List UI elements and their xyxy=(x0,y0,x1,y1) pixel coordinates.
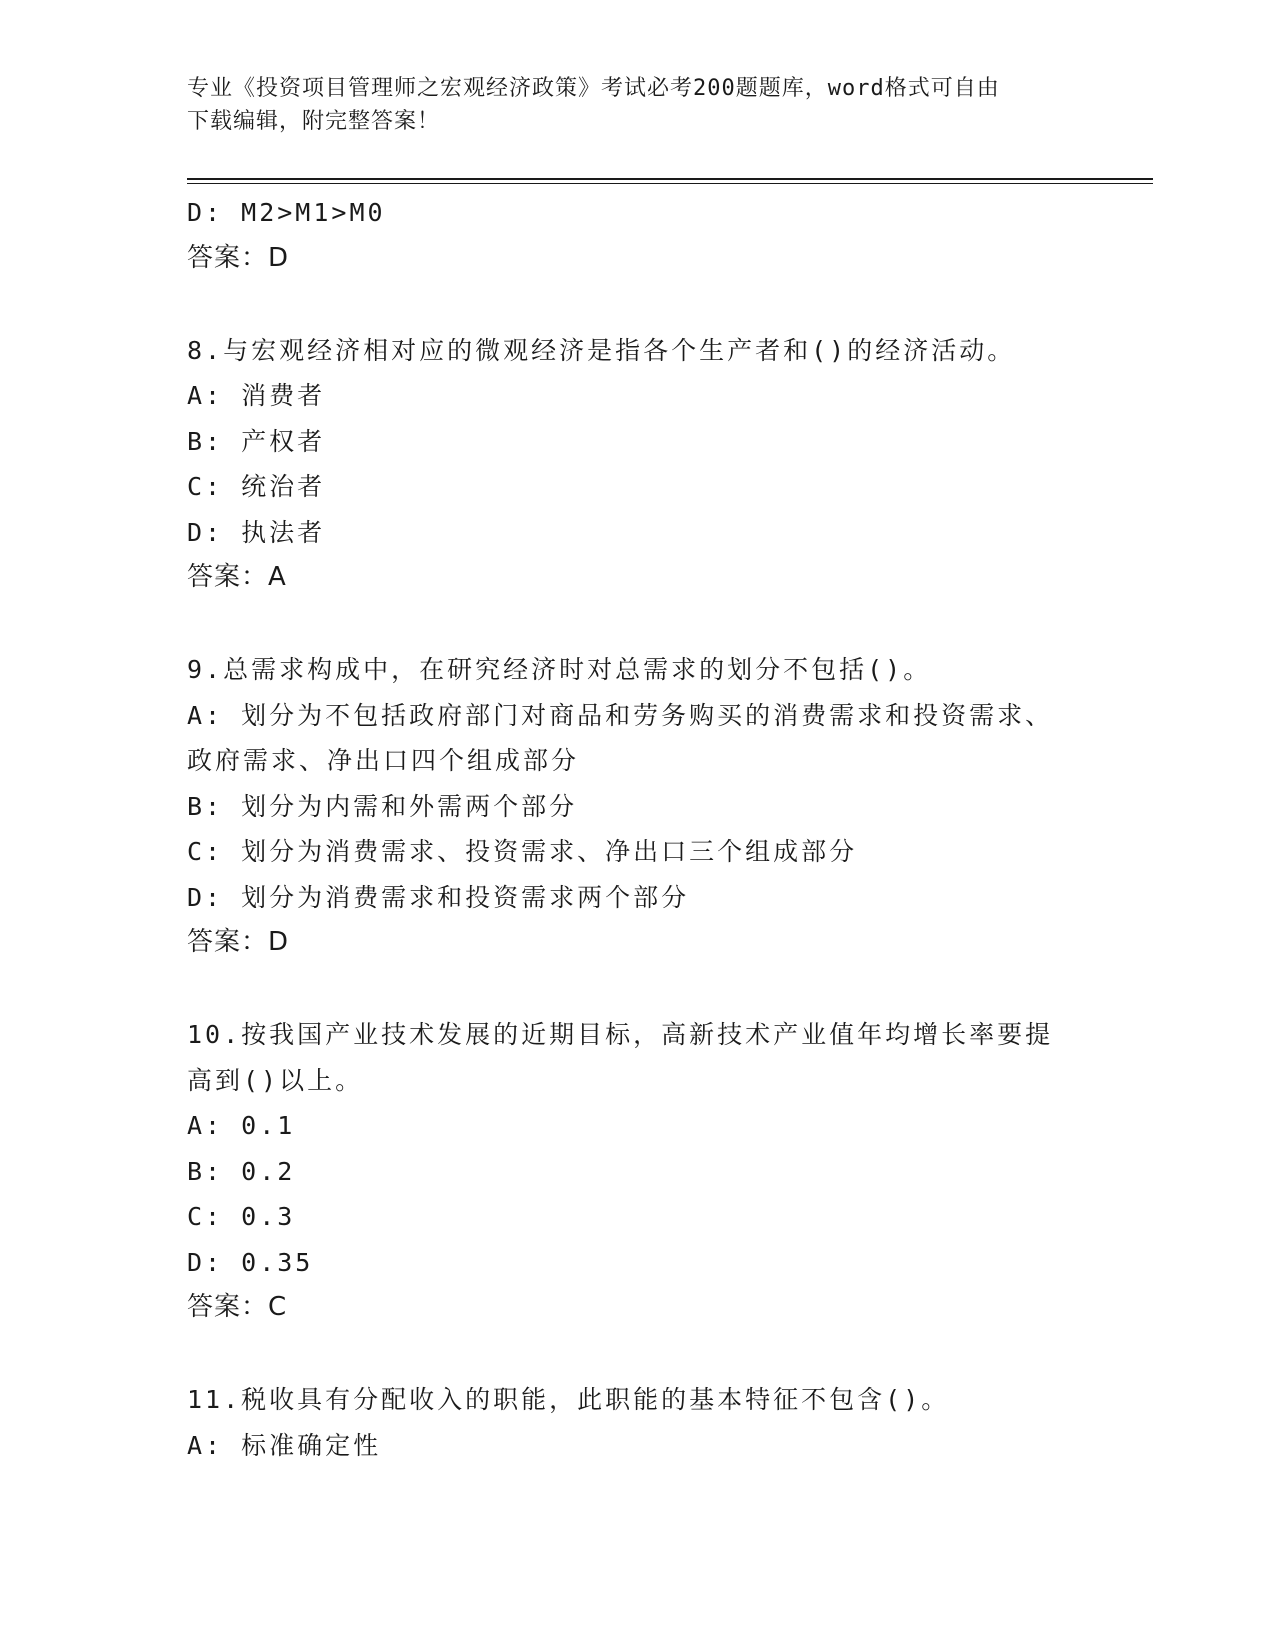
answer-line: 答案：C xyxy=(187,1292,288,1322)
header-rule-thin xyxy=(187,183,1153,184)
option-d: D: M2>M1>M0 xyxy=(187,198,386,227)
question-stem: 9.总需求构成中，在研究经济时对总需求的划分不包括()。 xyxy=(187,655,932,684)
question-9 xyxy=(187,647,1087,965)
spacer xyxy=(187,600,1087,647)
option-b: B: 0.2 xyxy=(187,1156,296,1186)
page-header xyxy=(187,72,1077,138)
option-a: A: 标准确定性 xyxy=(187,1430,382,1460)
question-stem-continued: 高到()以上。 xyxy=(187,1065,364,1095)
answer-line: 答案：A xyxy=(187,562,287,592)
header-line-2: 下载编辑，附完整答案！ xyxy=(187,109,441,134)
question-8 xyxy=(187,328,1087,601)
option-d: D: 0.35 xyxy=(187,1247,314,1277)
option-b: B: 产权者 xyxy=(187,426,326,456)
question-stem: 10.按我国产业技术发展的近期目标，高新技术产业值年均增长率要提 xyxy=(187,1020,1054,1049)
spacer xyxy=(187,965,1087,1012)
spacer xyxy=(187,281,1087,328)
header-rule-thick xyxy=(187,178,1153,180)
answer-line: 答案：D xyxy=(187,242,290,273)
spacer xyxy=(187,1330,1087,1377)
option-a-continued: 政府需求、净出口四个组成部分 xyxy=(187,746,580,775)
question-content xyxy=(187,190,1087,1468)
question-10 xyxy=(187,1012,1087,1330)
header-line-1: 专业《投资项目管理师之宏观经济政策》考试必考200题题库，word格式可自由 xyxy=(187,76,1000,101)
question-stem: 11.税收具有分配收入的职能，此职能的基本特征不包含()。 xyxy=(187,1385,950,1414)
option-d: D: 划分为消费需求和投资需求两个部分 xyxy=(187,882,690,912)
option-a: A: 划分为不包括政府部门对商品和劳务购买的消费需求和投资需求、 xyxy=(187,700,1054,730)
option-d: D: 执法者 xyxy=(187,517,326,547)
question-11 xyxy=(187,1377,1087,1468)
option-b: B: 划分为内需和外需两个部分 xyxy=(187,791,578,821)
option-c: C: 划分为消费需求、投资需求、净出口三个组成部分 xyxy=(187,837,858,866)
option-a: A: 0.1 xyxy=(187,1111,296,1140)
question-stem: 8.与宏观经济相对应的微观经济是指各个生产者和()的经济活动。 xyxy=(187,335,1016,365)
option-c: C: 0.3 xyxy=(187,1202,296,1231)
answer-line: 答案：D xyxy=(187,927,290,957)
option-a: A: 消费者 xyxy=(187,381,326,410)
previous-question-tail xyxy=(187,190,1087,281)
option-c: C: 统治者 xyxy=(187,472,326,501)
